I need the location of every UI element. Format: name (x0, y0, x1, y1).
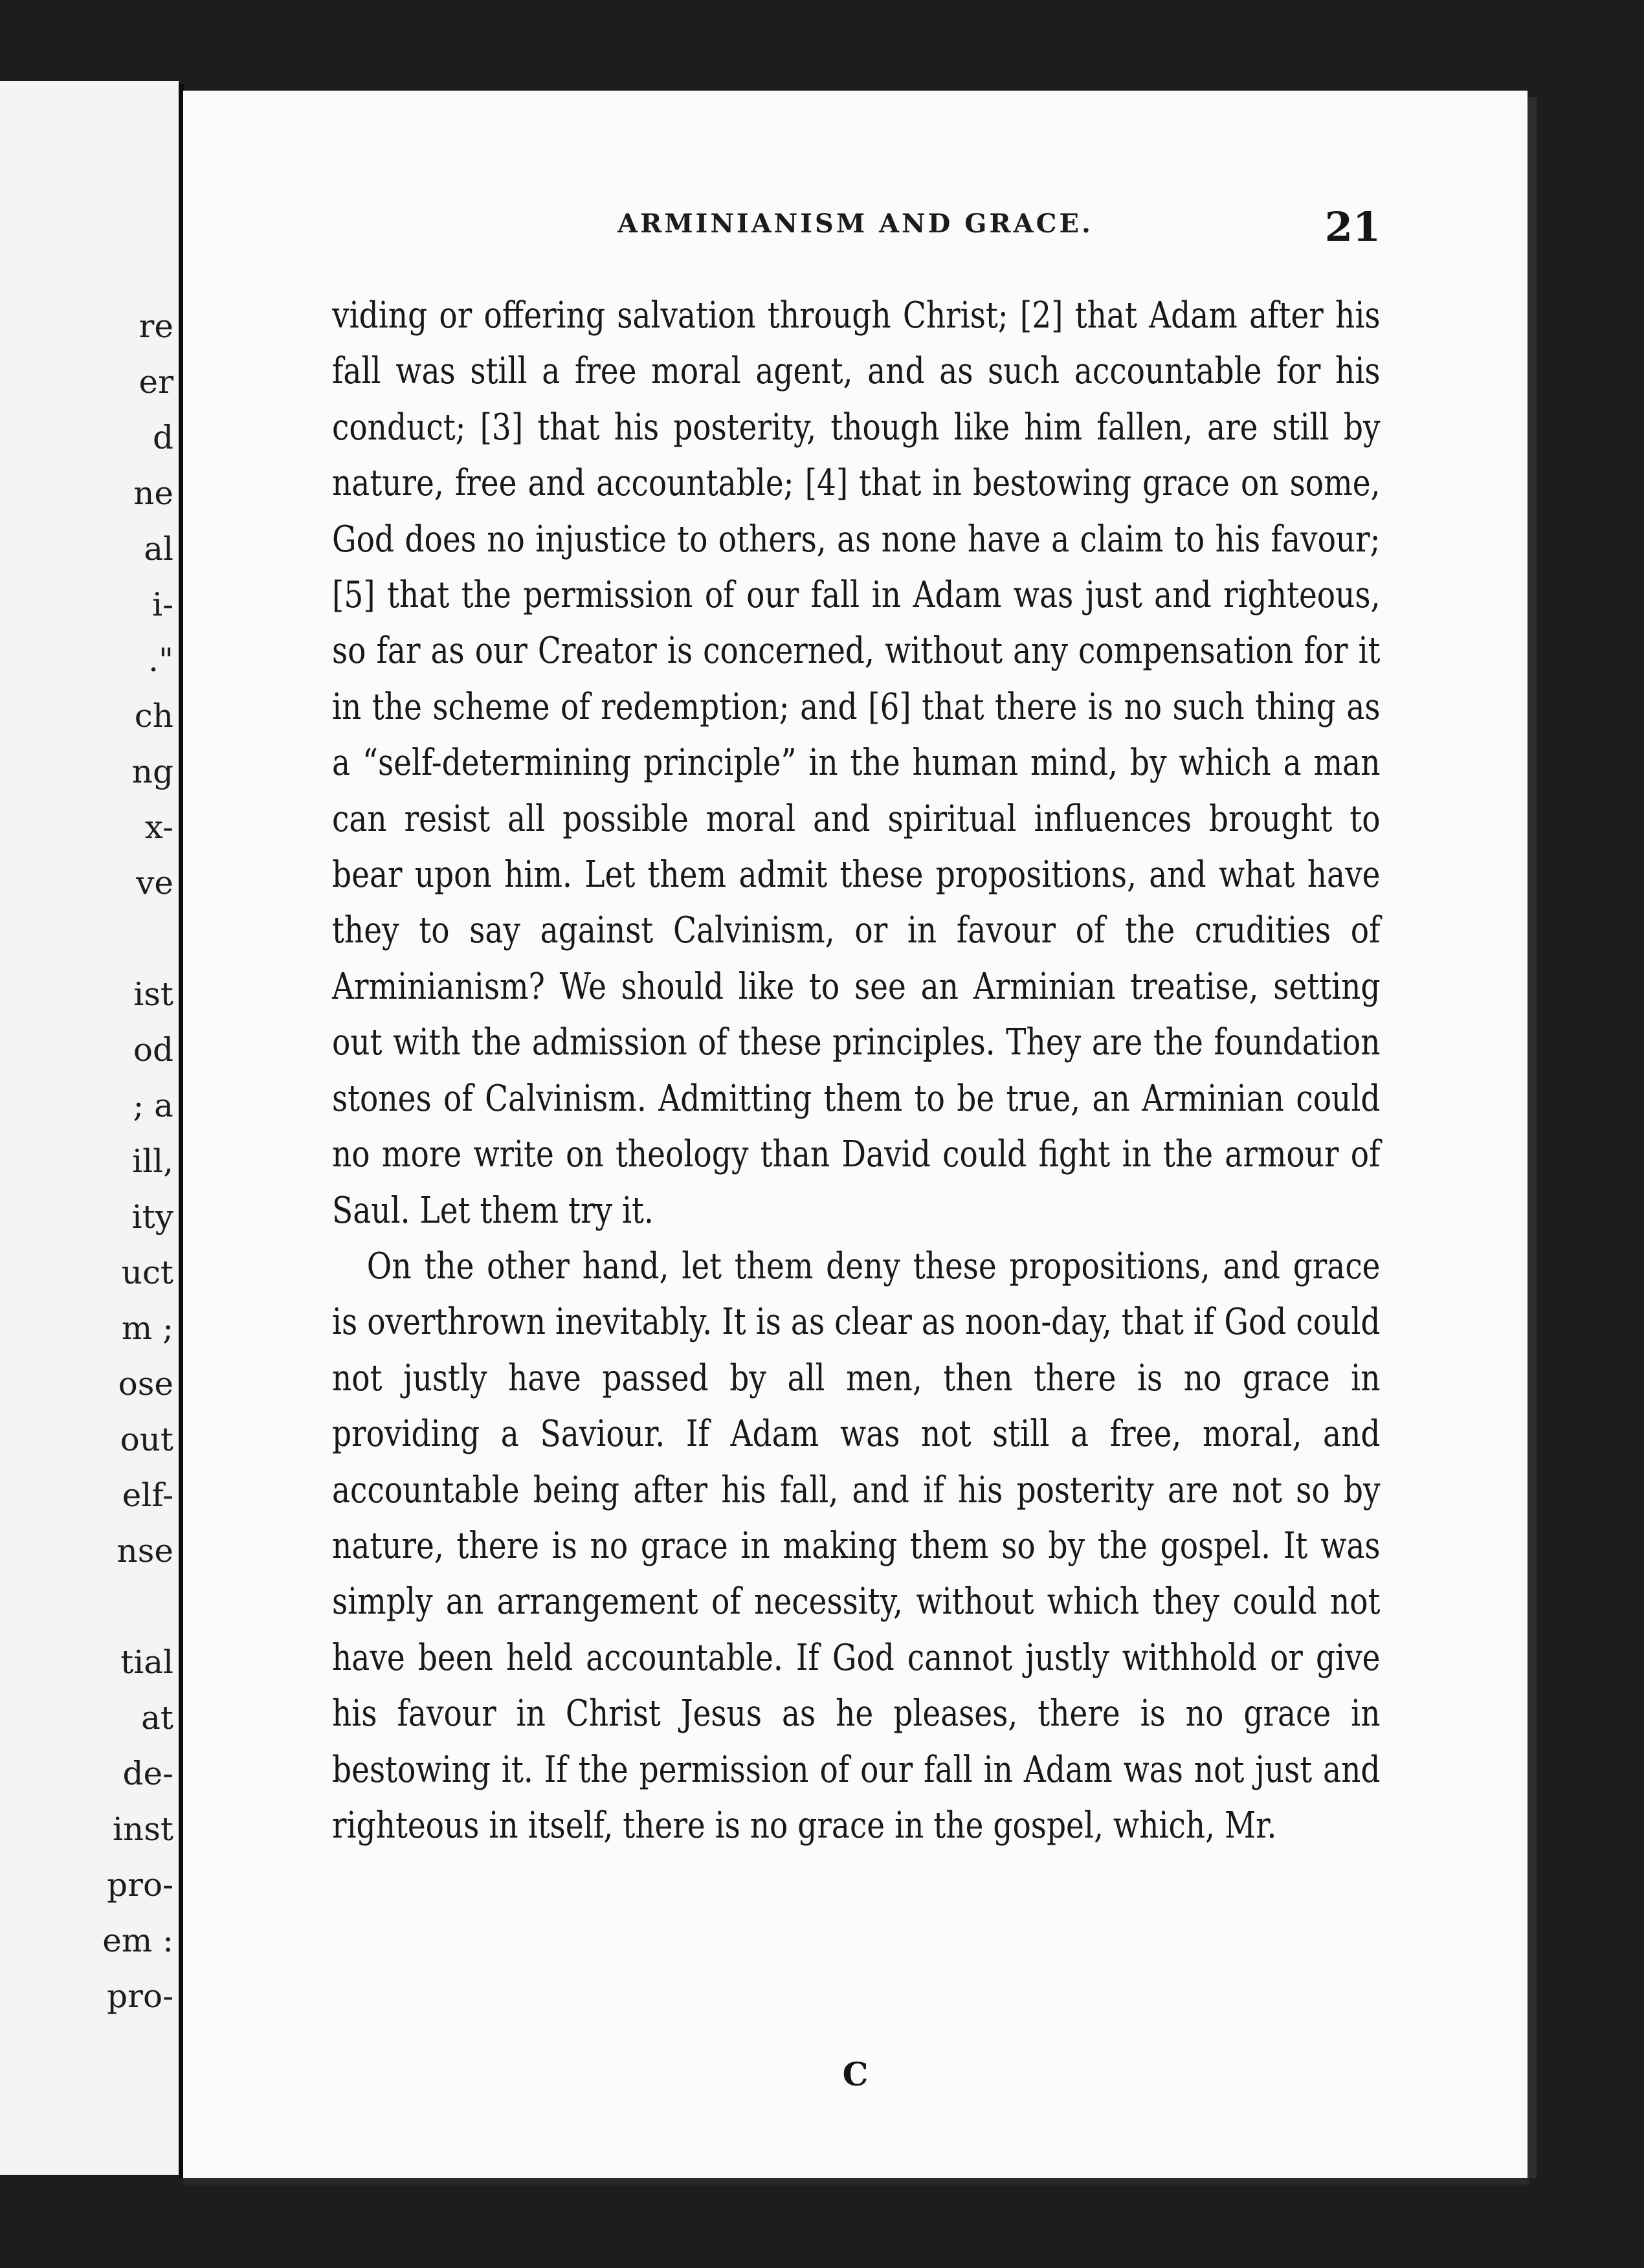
line-fragment: ." (148, 641, 173, 679)
line-fragment: at (141, 1699, 173, 1737)
line-fragment: al (144, 530, 173, 568)
line-fragment: ng (131, 753, 173, 790)
bottom-edge-shadow (183, 2178, 1529, 2185)
line-fragment: ose (118, 1365, 173, 1403)
line-fragment: inst (113, 1810, 173, 1848)
line-fragment: out (120, 1421, 173, 1458)
running-head: ARMINIANISM AND GRACE. (617, 208, 1093, 239)
line-fragment: m ; (121, 1309, 173, 1347)
page-number: 21 (1324, 203, 1381, 250)
line-fragment: d (152, 419, 173, 456)
line-fragment: od (133, 1031, 173, 1069)
line-fragment: tial (120, 1643, 173, 1681)
line-fragment: ist (133, 975, 173, 1013)
right-page (183, 91, 1527, 2178)
line-fragment: ; a (133, 1087, 173, 1124)
body-text (332, 288, 1381, 1854)
line-fragment: de- (122, 1755, 173, 1792)
line-fragment: ch (134, 697, 173, 735)
line-fragment: em : (102, 1922, 173, 1959)
line-fragment: elf- (122, 1476, 173, 1514)
line-fragment: pro- (107, 1977, 173, 2015)
paragraph: On the other hand, let them deny these propositions, and grace is overthrown inevitably. It is as clear as noon-day, that if God could not justly have passed by all men, then there is no grace in providing a Saviour. If Adam was not still a free, moral, and accountable being after his fall, and if his posterity are not so by nature, there is no grace in making them so by the gospel. It was simply an arrangement of necessity, without which they could not have been held accountable. If God cannot justly withhold or give his favour in Christ Jesus as he pleases, there is no grace in bestowing it. If the permission of our fall in Adam was not just and righteous in itself, there is no grace in the gospel, which, Mr. (332, 1245, 1381, 1847)
line-fragment: nse (117, 1532, 173, 1570)
signature-mark: C (842, 2055, 869, 2093)
line-fragment: ne (133, 474, 173, 512)
page-header (332, 203, 1381, 260)
line-fragment: uct (121, 1254, 173, 1291)
line-fragment: pro- (107, 1866, 173, 1904)
right-edge-shadow (1527, 97, 1537, 2178)
line-fragment: re (139, 307, 173, 345)
paragraph: viding or offering salvation through Christ; [2] that Adam after his fall was still a free moral agent, and as such accountable for his conduct; [3] that his posterity, though like him fallen, are still by nature, free and accountable; [4] that in bestowing grace on some, God does no injustice to others, as none have a claim to his favour; [5] that the permission of our fall in Adam was just and righteous, so far as our Creator is concerned, without any compensation for it in the scheme of redemption; and [6] that there is no such thing as a “self-determining principle” in the human mind, by which a man can resist all possible moral and spiritual influences brought to bear upon him. Let them admit these propositions, and what have they to say against Calvinism, or in favour of the crudities of Arminianism? We should like to see an Arminian treatise, setting out with the admission of these principles. They are the foundation stones of Calvinism. Admitting them to be true, an Arminian could no more write on theology than David could fight in the armour of Saul. Let them try it. (332, 295, 1381, 1232)
line-fragment: ve (136, 864, 173, 902)
line-fragment: er (139, 363, 173, 401)
line-fragment: ill, (132, 1142, 173, 1180)
line-fragment: ity (131, 1198, 173, 1236)
line-fragment: i- (152, 586, 173, 623)
line-fragment: x- (144, 808, 173, 846)
